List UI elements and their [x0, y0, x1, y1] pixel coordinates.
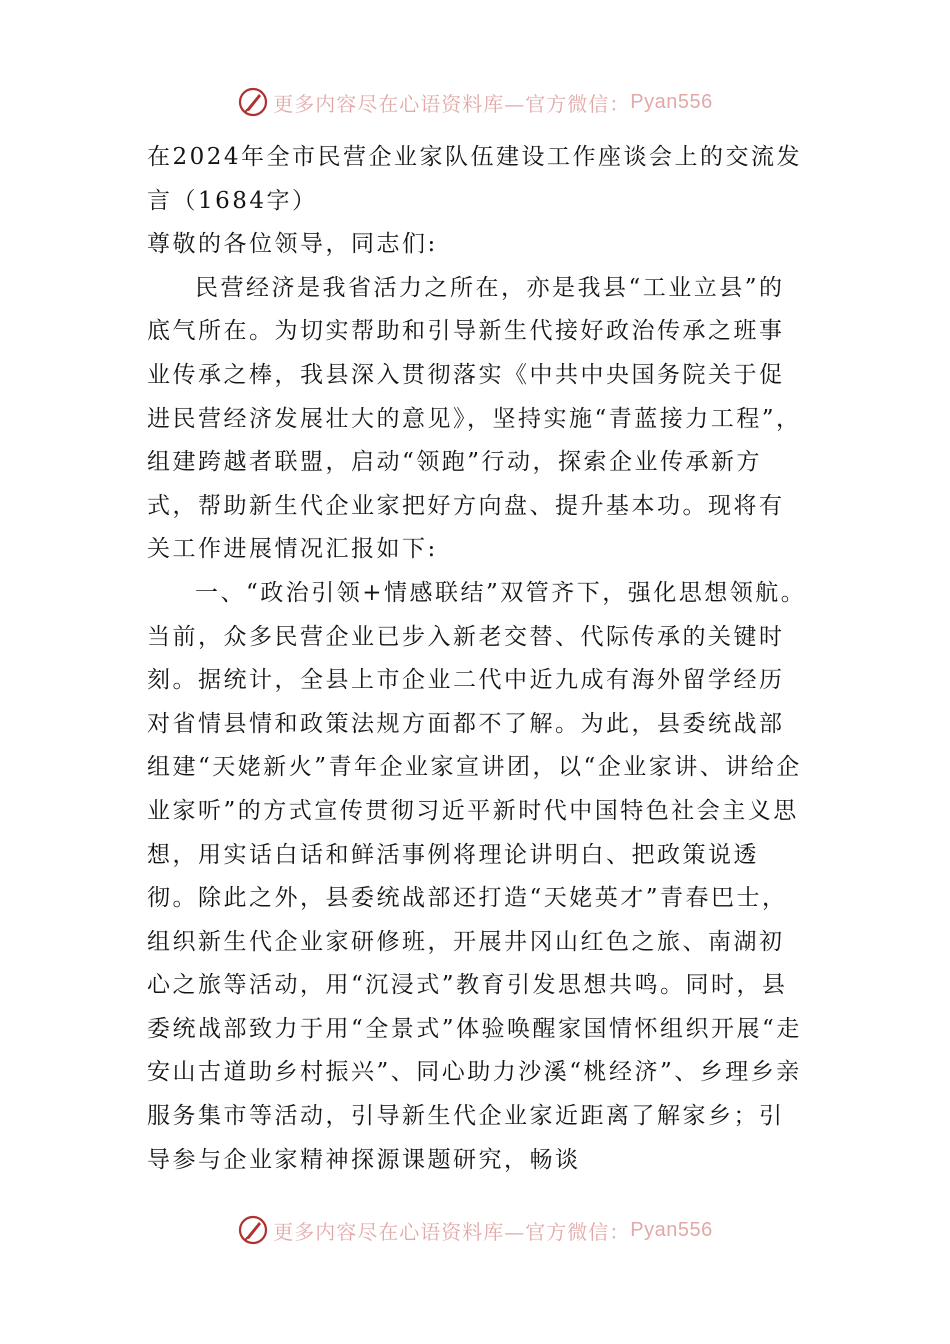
watermark-text: 更多内容尽在心语资料库—官方微信： — [273, 91, 631, 116]
paragraph-section-one: 一、“政治引领+情感联结”双管齐下，强化思想领航。当前，众多民营企业已步入新老交替、代际传承的关键时刻。据统计，全县上市企业二代中近九成有海外留学经历对省情县情和政策法规方面都不了解。为此，县委统战部组建“天姥新火”青年企业家宣讲团，以“企业家讲、讲给企业家听”的方式宣传贯彻习近平新时代中国特色社会主义思想，用实话白话和鲜活事例将理论讲明白、把政策说透彻。除此之外，县委统战部还打造“天姥英才”青春巴士，组织新生代企业家研修班，开展井冈山红色之旅、南湖初心之旅等活动，用“沉浸式”教育引发思想共鸣。同时，县委统战部致力于用“全景式”体验唤醒家国情怀组织开展“走安山古道助乡村振兴”、同心助力沙溪“桃经济”、乡理乡亲服务集市等活动，引导新生代企业家近距离了解家乡；引导参与企业家精神探源课题研究，畅谈 — [147, 579, 807, 1173]
watermark-banner-bottom — [0, 1214, 950, 1246]
salutation: 尊敬的各位领导，同志们: — [147, 231, 438, 258]
document-title: 在2024年全市民营企业家队伍建设工作座谈会上的交流发言（1684字） — [147, 144, 803, 214]
paragraph-intro: 民营经济是我省活力之所在，亦是我县“工业立县”的底气所在。为切实帮助和引导新生代接好政治传承之班事业传承之棒，我县深入贯彻落实《中共中央国务院关于促进民营经济发展壮大的意见》，坚持实施“青蓝接力工程”，组建跨越者联盟，启动“领跑”行动，探索企业传承新方式，帮助新生代企业家把好方向盘、提升基本功。现将有关工作进展情况汇报如下: — [147, 274, 802, 563]
watermark-wechat-id: Pyan556 — [630, 90, 713, 113]
watermark-wechat-id: Pyan556 — [630, 1218, 713, 1241]
quill-logo-icon — [237, 1214, 269, 1246]
quill-logo-icon — [237, 86, 269, 118]
document-body — [147, 136, 807, 1182]
watermark-text: 更多内容尽在心语资料库—官方微信： — [273, 1219, 631, 1244]
watermark-banner-top — [0, 86, 950, 118]
